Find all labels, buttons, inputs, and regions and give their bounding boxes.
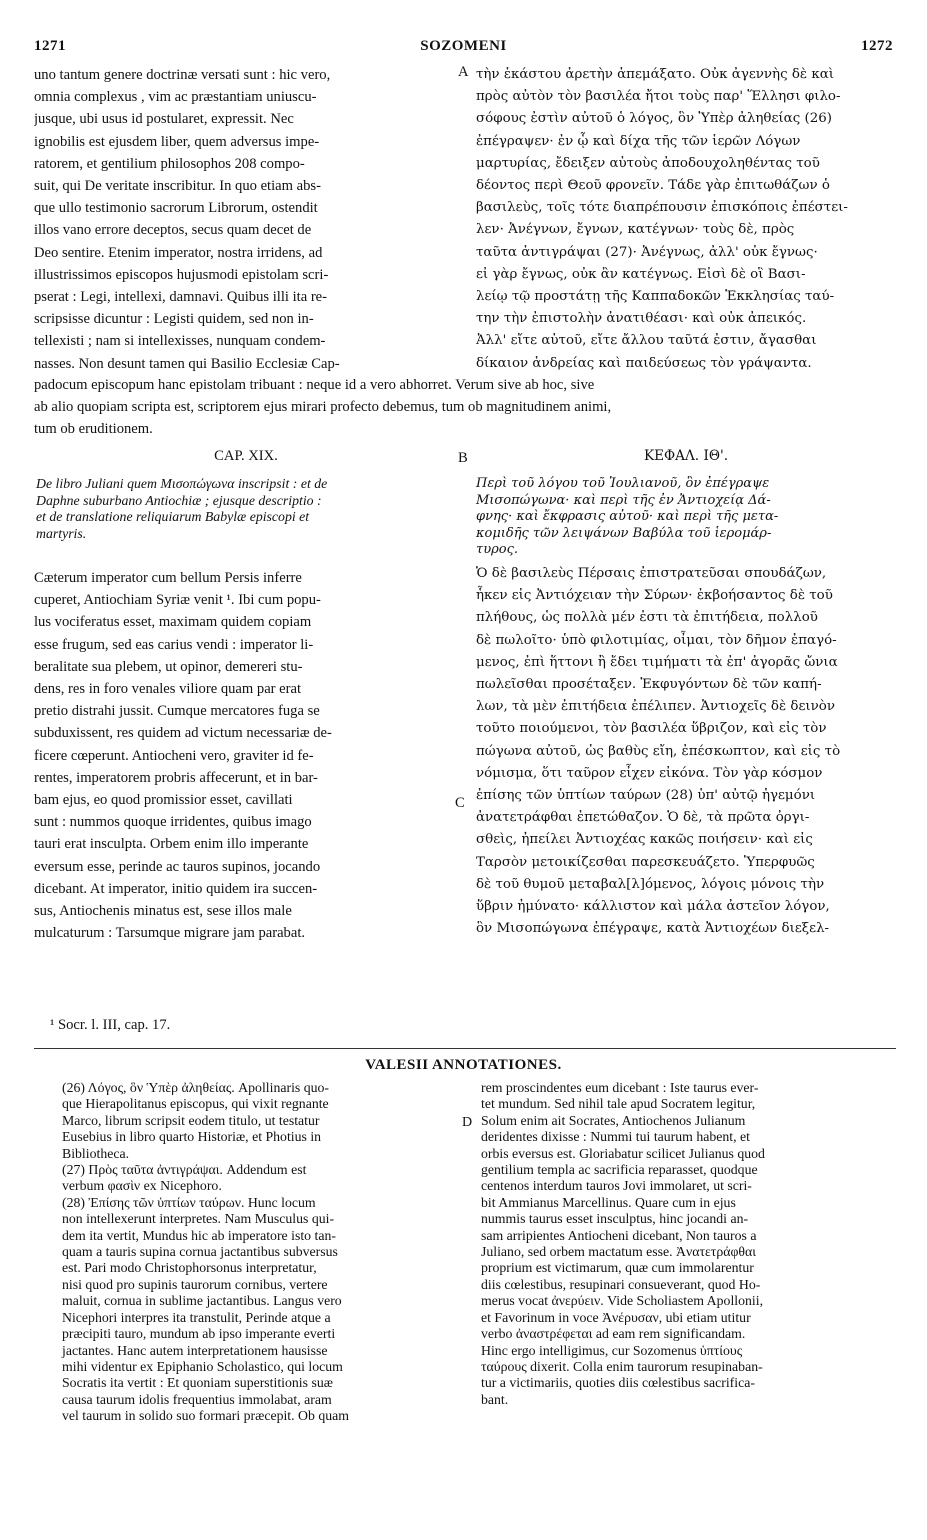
text-line: beralitate sua plebem, ut opinor, demereri stu- (34, 658, 303, 675)
text-line: Περὶ τοῦ λόγου τοῦ Ἰουλιανοῦ, ὃν ἐπέγραψε (476, 476, 770, 491)
margin-marker-b: B (458, 450, 468, 466)
footnote: ¹ Socr. l. III, cap. 17. (50, 1017, 171, 1033)
text-line: μαρτυρίας, ἔδειξεν αὐτοὺς ἀποδουχοληθέντας τοῦ (476, 155, 820, 171)
text-line: verbo ἀναστρέφεται ad eam rem significandam. (481, 1326, 746, 1342)
text-line: Hinc ergo intelligimus, cur Sozomenus ὑπτίους (481, 1342, 743, 1358)
text-line: que ullo testimonio sacrorum Librorum, ostendit (34, 200, 318, 217)
text-line: κομιδῆς τῶν λειψάνων Βαβύλα τοῦ ἱερομάρ- (476, 525, 772, 541)
text-line: εἰ γὰρ ἔγνως, οὐκ ἂν κατέγνως. Εἰσὶ δὲ οἳ Βασι- (476, 266, 806, 282)
greek-text-top (476, 64, 896, 375)
text-line: lus vociferatus esset, maximam quidem copiam (34, 614, 312, 631)
text-line: martyris. (36, 525, 87, 541)
text-line: δίκαιον ἀνδρείας καὶ παιδεύσεως τὸν γράψαντα. (476, 355, 812, 371)
text-line: πώγωνα αὐτοῦ, ὡς βαθὺς εἴη, ἐπέσκωπτον, καὶ εἰς τὸ (476, 743, 841, 759)
text-line: (26) Λόγος, ὃν Ὑπὲρ ἀληθείας. Apollinaris quo- (62, 1080, 330, 1095)
text-line: jactantes. Hanc autem interpretationem hausisse (62, 1342, 328, 1358)
text-line: ὃν Μισοπώγωνα ἐπέγραψε, κατὰ Ἀντιοχέων διεξελ- (476, 921, 830, 937)
text-line: padocum episcopum hanc epistolam tribuant : neque id a vero abhorret. Verum sive ab hoc, sive (34, 377, 595, 393)
text-line: mihi videntur ex Epiphanio Scholastico, qui locum (62, 1358, 343, 1374)
text-line: την τὴν ἐπιστολὴν ἀνατιθέασι· καὶ οὐκ ἀπεικός. (476, 311, 807, 327)
chapter-summary-greek (476, 476, 896, 559)
chapter-heading-greek: ΚΕΦΑΛ. ΙΘ'. (643, 448, 729, 464)
text-line: et Favorinum in voce Ἀνέρυσαν, ubi etiam utitur (481, 1309, 751, 1325)
text-line: Ἀλλ' εἴτε αὐτοῦ, εἴτε ἄλλου ταῦτά ἐστιν, ἄγασθαι (476, 333, 817, 349)
text-line: tauri erat insculpta. Orbem enim illo imperante (34, 836, 309, 853)
text-line: centenos interdum tauros Jovi immolaret, ut scri- (481, 1178, 752, 1194)
text-line: δέοντος περὶ Θεοῦ φρονεῖν. Τάδε γὰρ ἐπιτωθάζων ὁ (476, 178, 830, 194)
text-line: esse frugum, sed eas carius vendi : imperator li- (34, 636, 314, 653)
text-line: ratorem, et gentilium philosophos 208 compo- (34, 155, 305, 172)
text-line: non intellexerunt interpretes. Nam Musculus qui- (62, 1211, 335, 1227)
text-line: proprium est victimarum, quæ cum immolarentur (481, 1260, 754, 1276)
text-line: tellexisti ; nam si intellexisses, nunquam condem- (34, 333, 326, 350)
text-line: Solum enim ait Socrates, Antiochenos Julianum (481, 1112, 746, 1128)
text-line: λων, τὰ μὲν ἐπιτήδεια ἐπέλιπεν. Ἀντιοχεῖς δὲ δεινὸν (476, 699, 836, 715)
text-line: ταῦτα ἀντιγράψαι (27)· Ἀνέγνως, ἀλλ' οὐκ ἔγνως· (476, 244, 818, 260)
text-line: verbum φασὶν ex Nicephoro. (62, 1178, 222, 1194)
text-line: ab alio quopiam scripta est, scriptorem ejus mirari profecto debemus, tum ob magnitudinem animi, (34, 399, 612, 416)
text-line: ignobilis est ejusdem liber, quem adversus impe- (34, 133, 320, 150)
text-line: πρὸς αὐτὸν τὸν βασιλέα ἤτοι τοὺς παρ' Ἕλλησι φιλο- (476, 89, 841, 105)
text-line: (28) Ἐπίσης τῶν ὑπτίων ταύρων. Hunc locum (62, 1194, 316, 1210)
chapter-heading-latin: CAP. XIX. (214, 448, 278, 464)
text-line: Nicephori interpres ita transtulit, Perinde atque a (62, 1309, 331, 1325)
text-line: deridentes dixisse : Nummi tui taurum habent, et (481, 1129, 750, 1145)
text-line: gentilium templa ac sacrificia reparasset, quodque (481, 1162, 758, 1178)
margin-marker-d: D (462, 1115, 473, 1130)
text-line: Μισοπώγωνα· καὶ περὶ τῆς ἐν Ἀντιοχείᾳ Δά- (476, 492, 771, 508)
text-line: Bibliotheca. (62, 1145, 130, 1161)
annotations-right-column (481, 1080, 896, 1408)
text-line: præcipiti tauro, mundum ab ipso imperante everti (62, 1326, 336, 1342)
text-line: pserat : Legi, intellexi, damnavi. Quibus illi ita re- (34, 289, 328, 306)
text-line: merus vocat ἀνερύειν. Vide Scholiastem Apollonii, (481, 1293, 764, 1309)
text-line: τὴν ἑκάστου ἀρετὴν ἀπεμάξατο. Οὐκ ἀγεννὴς δὲ καὶ (476, 67, 834, 82)
text-line: bant. (481, 1391, 509, 1407)
text-line: ficere cœperunt. Antiocheni vero, graviter id fe- (34, 747, 314, 764)
text-line: mulcaturum : Tarsumque migrare jam parabat. (34, 925, 306, 942)
text-line: ἐπίσης τῶν ὑπτίων ταύρων (28) ὑπ' αὐτῷ ἡγεμόνι (476, 788, 816, 804)
text-line: orbis eversus est. Gloriabatur scilicet Julianus quod (481, 1145, 765, 1161)
text-line: ταύρους dixerit. Colla enim taurorum resupinaban- (481, 1358, 763, 1374)
greek-text-main (476, 563, 896, 940)
text-line: De libro Juliani quem Μισοπώγωνα inscripsit : et de (36, 476, 328, 491)
text-line: subduxissent, res quidem ad victum necessariæ de- (34, 725, 332, 742)
text-line: σθεὶς, ἠπείλει Ἀντιοχέας κακῶς ποιήσειν· καὶ εἰς (476, 832, 813, 848)
text-line: σόφους ἐστὶν αὐτοῦ ὁ λόγος, ὃν Ὑπὲρ ἀληθείας (26) (476, 111, 832, 127)
section-rule (34, 1048, 896, 1049)
annotations-left-column (62, 1080, 455, 1425)
text-line: πλήθους, ὡς πολλὰ μέν ἐστι τὰ ἐπιτήδεια, πολλοῦ (476, 610, 818, 626)
text-line: (27) Πρὸς ταῦτα ἀντιγράψαι. Addendum est (62, 1162, 307, 1178)
text-line: Marco, librum scripsit eodem titulo, ut testatur (62, 1112, 320, 1128)
chapter-summary-latin (36, 476, 460, 542)
text-line: ἀνατετράφθαι ἐπετώθαζον. Ὁ δὲ, τὰ πρῶτα ὀργι- (476, 810, 810, 826)
text-line: Eusebius in libro quarto Historiæ, et Photius in (62, 1129, 322, 1145)
text-line: τοῦτο ποιούμενοι, τὸν βασιλέα ὕβριζον, καὶ εἰς τὸν (476, 721, 827, 737)
text-line: Ὁ δὲ βασιλεὺς Πέρσαις ἐπιστρατεῦσαι σπουδάζων, (476, 566, 827, 581)
text-line: nasses. Non desunt tamen qui Basilio Ecclesiæ Cap- (34, 355, 340, 372)
annotations-title: VALESII ANNOTATIONES. (365, 1057, 562, 1073)
latin-text-main (34, 567, 458, 944)
text-line: rentes, imperatorem probris affecerunt, et in bar- (34, 769, 318, 786)
text-line: Ταρσὸν μετοικίζεσθαι παρεσκευάζετο. Ὑπερφυῶς (476, 854, 815, 870)
page-number-right: 1272 (861, 38, 893, 54)
text-line: diis cœlestibus, resupinari consueverant, quod Ho- (481, 1276, 761, 1292)
text-line: scripsisse dicuntur : Legisti quidem, sed non in- (34, 311, 314, 328)
text-line: illustrissimos episcopos hujusmodi epistolam scri- (34, 266, 329, 283)
text-line: omnia complexus , vim ac præstantiam uniuscu- (34, 89, 317, 106)
text-line: quam a tauris supina cornua jactantibus subversus (62, 1244, 338, 1260)
text-line: pretio distrahi jussit. Cumque mercatores fuga se (34, 703, 320, 720)
text-line: tur a victimariis, quoties diis cœlestibus sacrifica- (481, 1375, 755, 1391)
text-line: tum ob eruditionem. (34, 421, 153, 438)
text-line: δὲ τοῦ θυμοῦ μεταβαλ[λ]όμενος, λόγοις μόνοις τὴν (476, 876, 825, 892)
text-line: suit, qui De veritate inscribitur. In quo etiam abs- (34, 178, 321, 195)
text-line: μενος, ἐπὶ ἥττονι ἢ ἔδει τιμήματι τὰ ἐπ' ἀγορᾶς ὤνια (476, 654, 838, 670)
text-line: βασιλεὺς, τοῖς τότε διαπρέπουσιν ἐπισκόποις ἐπέστει- (476, 200, 848, 216)
text-line: Deo sentire. Etenim imperator, nostra irridens, ad (34, 244, 323, 261)
text-line: δὲ πωλοῖτο· ὑπὸ φιλοτιμίας, οἶμαι, τὸν δῆμον ἐπαγό- (476, 632, 837, 648)
text-line: nummis taurus esset insculptus, hinc jocandi an- (481, 1211, 749, 1227)
text-line: sam arripientes Antiocheni dicebant, Non tauros a (481, 1227, 757, 1243)
text-line: causa taurum idolis frequentius immolabat, aram (62, 1391, 332, 1407)
text-line: dicebant. At imperator, initio quidem ira succen- (34, 880, 318, 897)
text-line: πωλεῖσθαι προσέταξεν. Ἐκφυγόντων δὲ τῶν καπή- (476, 677, 822, 693)
text-line: maluit, cornua in sublime jactantibus. Langus vero (62, 1293, 342, 1309)
text-line: ὕβριν ἠμύνατο· κάλλιστον καὶ μάλα ἀστεῖον λόγον, (476, 899, 830, 915)
text-line: rem proscindentes eum dicebant : Iste taurus ever- (481, 1080, 759, 1095)
text-line: cuperet, Antiochiam Syriæ venit ¹. Ibi cum popu- (34, 592, 321, 609)
text-line: jusque, ubi usus id postularet, expressit. Nec (34, 111, 294, 128)
text-line: Socratis ita vertit : Et quoniam superstitionis suæ (62, 1375, 333, 1391)
text-line: vel taurum in solido suo formari præcepit. Ob quam (62, 1408, 349, 1424)
text-line: uno tantum genere doctrinæ versati sunt : hic vero, (34, 67, 331, 83)
page-number-left: 1271 (34, 38, 66, 54)
text-line: illos vano errore deceptos, secus quam decet de (34, 222, 312, 239)
text-line: est. Pari modo Christophorsonus interpretatur, (62, 1260, 317, 1276)
text-line: et de translatione reliquiarum Babylæ episcopi et (36, 509, 310, 524)
text-line: τυρος. (476, 542, 518, 557)
text-line: λεν· Ἀνέγνων, ἔγνων, κατέγνων· τοὺς δὲ, πρὸς (476, 222, 795, 238)
text-line: dem ita vertit, Mundus hic ab imperatore isto tan- (62, 1227, 336, 1243)
text-line: ἐπέγραψεν· ἐν ᾧ καὶ δίχα τῆς τῶν ἱερῶν Λόγων (476, 133, 801, 149)
text-line: Daphne suburbano Antiochiæ ; ejusque descriptio : (36, 492, 322, 508)
text-line: sunt : nummos quoque irridentes, quibus imago (34, 814, 312, 831)
text-line: bit Ammianus Marcellinus. Quare cum in ejus (481, 1194, 736, 1210)
text-line: nisi quod pro supinis taurorum cornibus, vertere (62, 1276, 328, 1292)
margin-marker-a: A (458, 64, 469, 80)
running-title: SOZOMENI (420, 38, 507, 54)
text-line: bam ejus, eo quod promissior esset, cavillati (34, 792, 293, 809)
text-line: νόμισμα, ὅτι ταῦρον εἶχεν εἰκόνα. Τὸν γὰρ κόσμον (476, 765, 823, 781)
latin-text-full-width (34, 374, 896, 441)
text-line: dens, res in foro venales viliore quam par erat (34, 681, 302, 698)
text-line: φνης· καὶ ἔκφρασις αὐτοῦ· καὶ περὶ τῆς μετα- (476, 509, 779, 524)
text-line: sus, Antiochenis minatus est, sese illos male (34, 903, 292, 920)
text-line: tet mundum. Sed nihil tale apud Socratem legitur, (481, 1096, 756, 1112)
text-line: Juliano, sed orbem mactatum esse. Ἀνατετράφθαι (481, 1244, 756, 1260)
text-line: Cæterum imperator cum bellum Persis inferre (34, 570, 302, 586)
margin-marker-c: C (455, 795, 465, 811)
latin-text-top (34, 64, 458, 375)
text-line: λείῳ τῷ προστάτῃ τῆς Καππαδοκῶν Ἐκκλησίας ταύ- (476, 289, 835, 305)
text-line: eversum esse, perinde ac tauros supinos, jocando (34, 858, 321, 875)
text-line: que Hierapolitanus episcopus, qui vixit regnante (62, 1096, 329, 1112)
text-line: ἧκεν εἰς Ἀντιόχειαν τὴν Σύρων· ἐκβοήσαντος δὲ τοῦ (476, 588, 833, 604)
